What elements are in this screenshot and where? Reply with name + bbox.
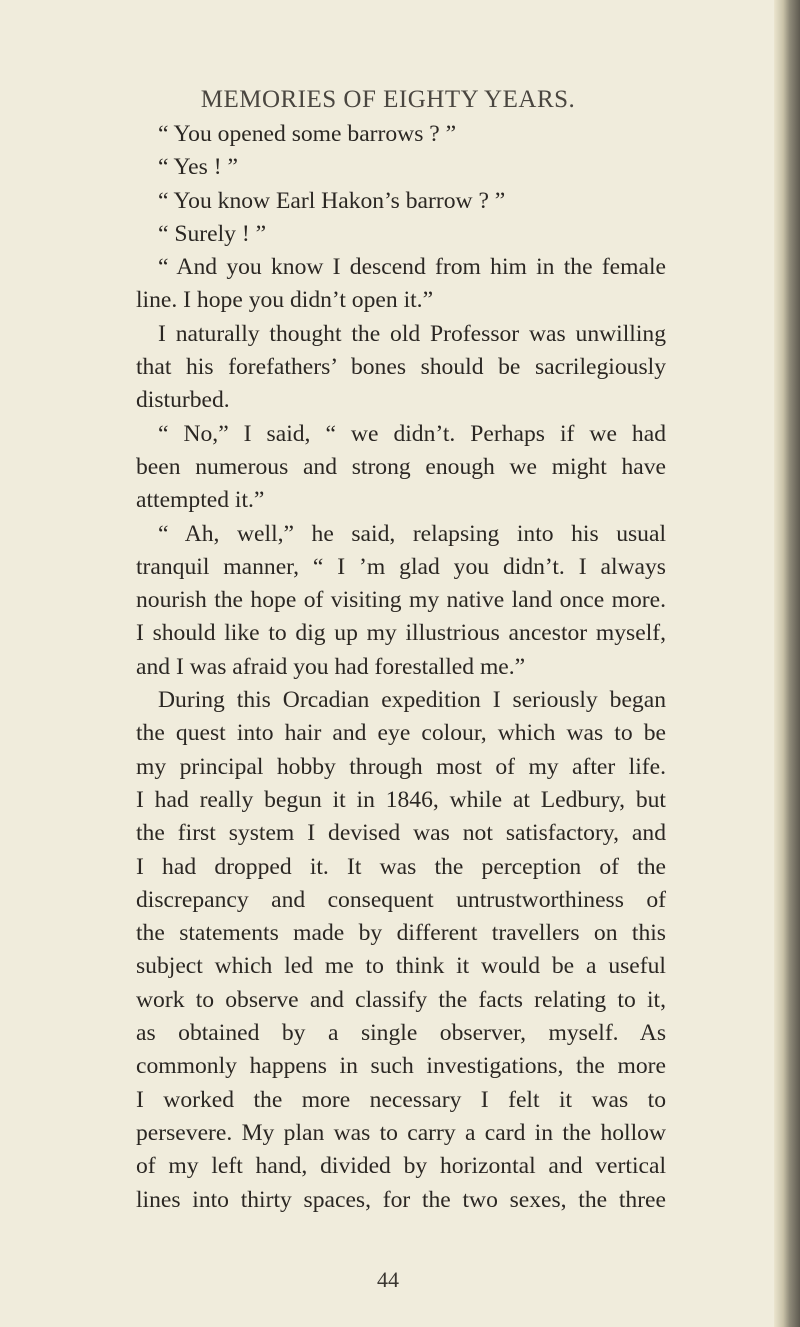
text-line: I had really begun it in 1846, while at Ledbury, but [136, 786, 666, 813]
text-line: my principal hobby through most of my after life. [136, 753, 666, 780]
text-line: I should like to dig up my illustrious ancestor myself, [136, 620, 666, 647]
text-line: work to observe and classify the facts relating to it, [136, 986, 666, 1013]
text-line: I had dropped it. It was the perception of the [136, 853, 666, 880]
text-line: discrepancy and consequent untrustworthiness of [136, 886, 666, 913]
text-line: “ You opened some barrows ? ” [158, 121, 457, 147]
text-line: nourish the hope of visiting my native land once more. [136, 587, 666, 614]
text-line: subject which led me to think it would be a useful [136, 953, 666, 980]
page-edge-shadow [774, 0, 800, 1327]
text-line: “ You know Earl Hakon’s barrow ? ” [158, 187, 506, 214]
text-line: I naturally thought the old Professor was unwilling [158, 320, 666, 347]
text-line: and I was afraid you had forestalled me.” [136, 653, 526, 680]
page-number: 44 [377, 1267, 399, 1292]
text-line: “ Ah, well,” he said, relapsing into his usual [158, 520, 666, 547]
text-line: “ Surely ! ” [158, 220, 267, 247]
text-line: “ Yes ! ” [158, 154, 238, 181]
text-line: I worked the more necessary I felt it was to [136, 1086, 666, 1113]
running-head: MEMORIES OF EIGHTY YEARS. [200, 86, 576, 113]
text-line: that his forefathers’ bones should be sacrilegiously [136, 354, 666, 381]
text-line: the first system I devised was not satisfactory, and [136, 820, 666, 847]
text-line: the statements made by different travellers on this [136, 920, 666, 947]
text-line: “ No,” I said, “ we didn’t. Perhaps if we had [158, 420, 666, 447]
text-line: disturbed. [136, 387, 230, 414]
text-line: line. I hope you didn’t open it.” [136, 287, 434, 314]
text-line: as obtained by a single observer, myself. As [136, 1020, 666, 1047]
text-line: been numerous and strong enough we might have [136, 453, 666, 480]
text-line: During this Orcadian expedition I seriously began [158, 687, 666, 714]
text-line: of my left hand, divided by horizontal and vertical [136, 1153, 666, 1180]
text-line: lines into thirty spaces, for the two sexes, the three [136, 1186, 666, 1213]
text-line: attempted it.” [136, 487, 265, 514]
text-line: commonly happens in such investigations, the more [136, 1053, 666, 1080]
text-line: “ And you know I descend from him in the female [158, 254, 666, 281]
text-line: the quest into hair and eye colour, which was to be [136, 720, 666, 747]
text-line: persevere. My plan was to carry a card in the hollow [136, 1119, 666, 1146]
body-text [136, 118, 666, 1217]
text-line: tranquil manner, “ I ’m glad you didn’t. I always [136, 553, 666, 580]
